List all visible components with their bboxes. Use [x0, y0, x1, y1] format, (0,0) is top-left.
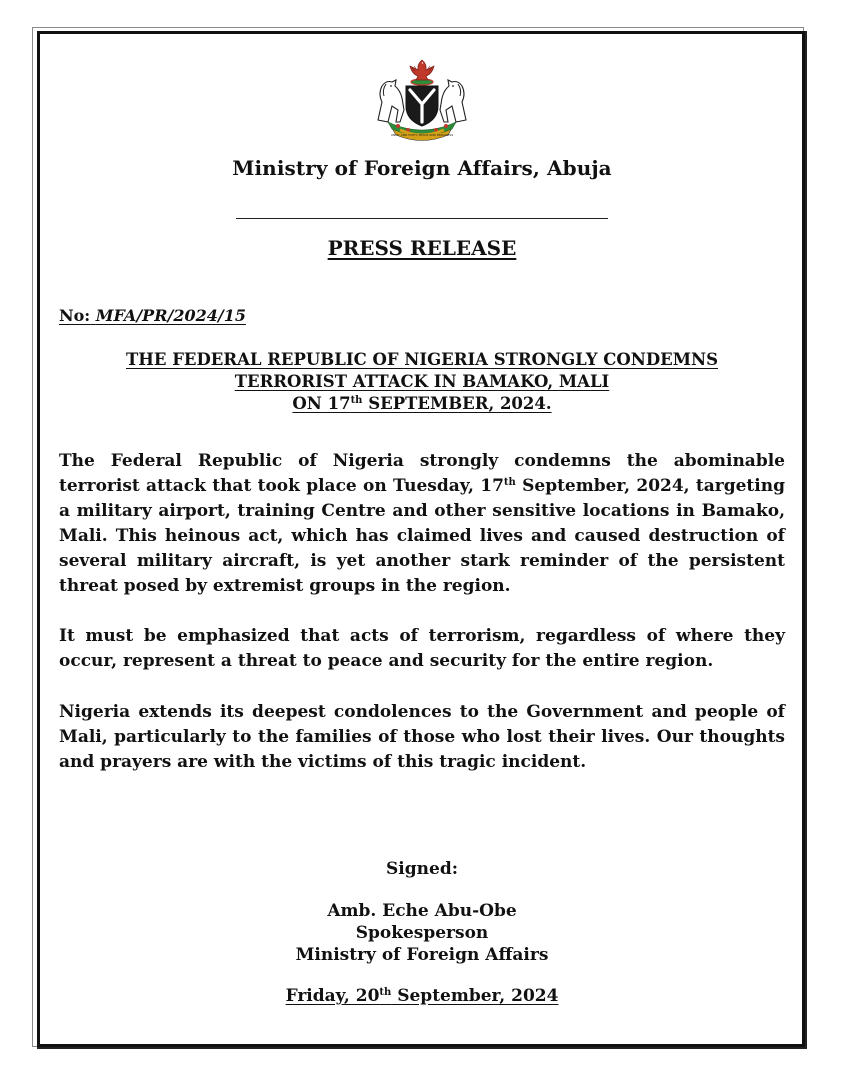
- release-date-sup: th: [379, 987, 392, 998]
- body-paragraph-1-part-1: The Federal Republic of Nigeria strongly condemns the abominable terrorist attack that took place on Tuesday, 17: [59, 451, 785, 496]
- headline-line-3-prefix: ON 17: [292, 394, 351, 413]
- signatory-details: [0, 900, 844, 966]
- release-date: [0, 986, 844, 1006]
- headline: [0, 349, 844, 415]
- body-paragraph-1-part-2: September, 2024, targeting a military airport, training Centre and other sensitive locations in Bamako, Mali. This heinous act, which has claimed lives and caused destruction of several military aircraft, is yet another stark reminder of the persistent threat posed by extremist groups in the region.: [59, 476, 785, 596]
- document-type-heading: PRESS RELEASE: [327, 236, 517, 260]
- signature-block: [0, 857, 844, 966]
- coat-of-arms-motto: UNITY AND FAITH, PEACE AND PROGRESS: [390, 133, 454, 137]
- body-paragraph-1-sup: th: [503, 477, 516, 488]
- signed-label: Signed:: [386, 859, 458, 879]
- signatory-organization: Ministry of Foreign Affairs: [295, 945, 549, 965]
- body-paragraph-2: It must be emphasized that acts of terrorism, regardless of where they occur, represent a threat to peace and security for the entire region.: [59, 626, 785, 671]
- signatory-title: Spokesperson: [355, 923, 489, 943]
- nigeria-coat-of-arms-icon: [368, 50, 476, 142]
- reference-value: MFA/PR/2024/15: [95, 306, 246, 325]
- release-date-suffix: September, 2024: [391, 986, 559, 1006]
- headline-line-2: TERRORIST ATTACK IN BAMAKO, MALI: [234, 372, 610, 391]
- headline-line-3-sup: th: [350, 395, 363, 406]
- headline-line-3: [0, 393, 844, 415]
- header-divider: [236, 218, 608, 219]
- headline-line-1: THE FEDERAL REPUBLIC OF NIGERIA STRONGLY CONDEMNS: [126, 350, 718, 369]
- headline-line-3-suffix: SEPTEMBER, 2024.: [362, 394, 552, 413]
- body-paragraph-3: Nigeria extends its deepest condolences to the Government and people of Mali, particularly to the families of those who lost their lives. Our thoughts and prayers are with the victims of this tragic incident.: [59, 702, 785, 772]
- reference-label: No:: [59, 306, 91, 325]
- signatory-name: Amb. Eche Abu-Obe: [327, 901, 517, 921]
- reference-number: [59, 306, 246, 325]
- release-date-prefix: Friday, 20: [285, 986, 380, 1006]
- ministry-title: Ministry of Foreign Affairs, Abuja: [232, 156, 612, 180]
- body-paragraph-1: [59, 449, 785, 599]
- border-shadow-bottom: [37, 1047, 807, 1049]
